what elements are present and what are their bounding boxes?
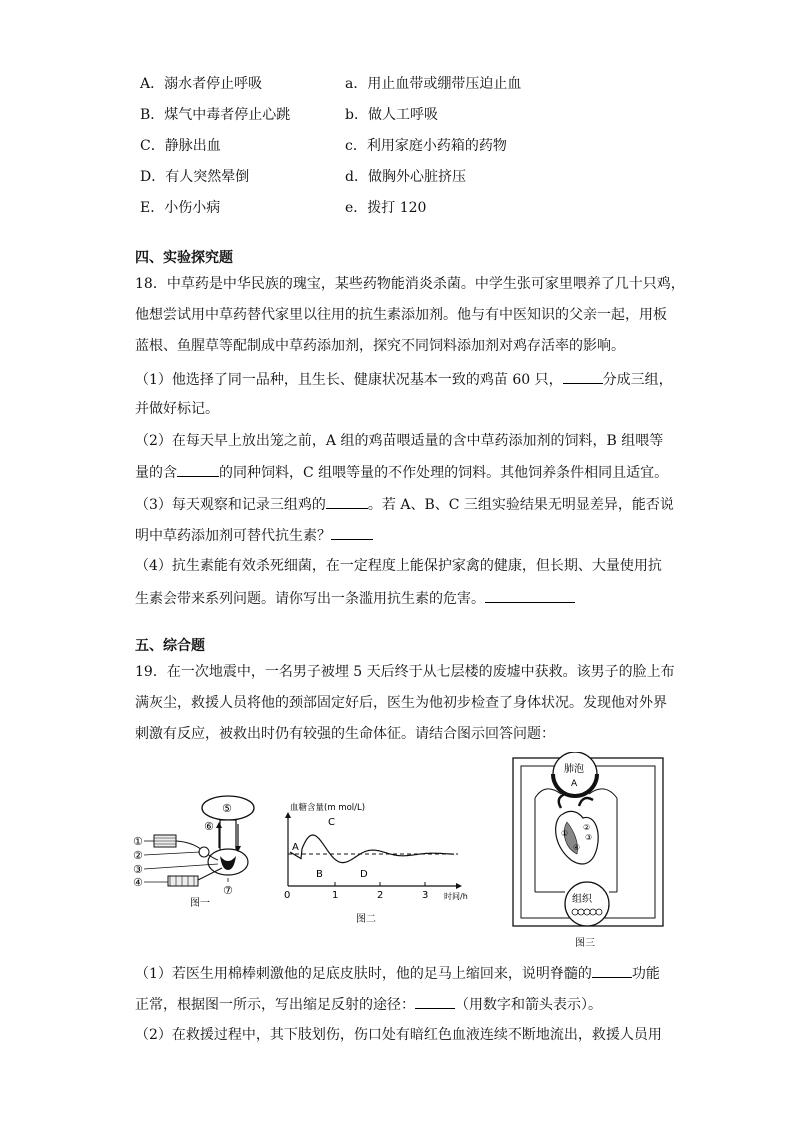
q18-part3-text: 明中草药添加剂可替代抗生素？: [135, 528, 331, 544]
q19-text: 满灰尘，救援人员将他的颈部固定好后，医生为他初步检查了身体状况。发现他对外界: [135, 695, 667, 711]
match-right-item: b．做人工呼吸: [345, 107, 438, 123]
fig1-label: ⑦: [223, 884, 233, 897]
match-left-item: A．溺水者停止呼吸: [140, 76, 263, 92]
q18-part1: [135, 368, 673, 390]
match-right-item: a．用止血带或绷带压迫止血: [345, 76, 522, 92]
q19-part1: [135, 962, 660, 984]
q18-text: 18．中草药是中华民族的瑰宝，某些药物能消炎杀菌。中学生张可家里喂养了几十只鸡，: [135, 276, 685, 292]
answer-blank[interactable]: [592, 962, 632, 978]
fig3-label: 组织: [572, 894, 592, 905]
fig3-label: ①: [561, 829, 569, 838]
fig3-label: ③: [585, 833, 593, 842]
q18-text: （4）抗生素能有效杀死细菌，在一定程度上能保护家禽的健康，但长期、大量使用抗: [135, 558, 662, 574]
match-left-item: C．静脉出血: [140, 138, 221, 154]
q18-text: 他想尝试用中草药替代家里以往用的抗生素添加剂。他与有中医知识的父亲一起，用板: [135, 307, 667, 323]
fig2-xlabel: 时间/h: [444, 892, 468, 901]
q18-part3: [135, 493, 674, 515]
q19-text: 19．在一次地震中，一名男子被埋 5 天后终于从七层楼的废墟中获救。该男子的脸上布: [135, 664, 675, 680]
fig2-ylabel: 血糖含量(m mol/L): [290, 803, 366, 813]
figure-circulation: [505, 752, 669, 950]
q19-text: 刺激有反应，被救出时仍有较强的生命体征。请结合图示回答问题：: [135, 726, 555, 742]
fig2-point: A: [292, 842, 299, 853]
section-title: 四、实验探究题: [135, 250, 233, 266]
fig1-label: ①: [133, 835, 143, 848]
answer-blank[interactable]: [326, 493, 368, 509]
q18-part3-text: （3）每天观察和记录三组鸡的: [135, 497, 326, 513]
fig2-point: D: [360, 869, 368, 880]
figure-reflex-arc: [132, 790, 270, 908]
fig1-caption: 图一: [190, 898, 210, 908]
match-left-item: B．煤气中毒者停止心跳: [140, 107, 291, 123]
q19-part1b: [135, 993, 602, 1015]
q18-part2-text: 的同种饲料，C 组喂等量的不作处理的饲料。其他饲养条件相同且适宜。: [219, 465, 669, 481]
q19-text: （2）在救援过程中，其下肢划伤，伤口处有暗红色血液连续不断地流出，救援人员用: [135, 1027, 662, 1043]
answer-blank[interactable]: [177, 461, 219, 477]
q18-part2: [135, 461, 668, 483]
q18-part4: [135, 587, 575, 609]
fig3-label: ②: [583, 823, 591, 832]
fig1-label: ②: [133, 849, 143, 862]
fig2-tick: 2: [377, 890, 384, 901]
match-right-item: c．利用家庭小药箱的药物: [345, 138, 507, 154]
q18-text: （2）在每天早上放出笼之前，A 组的鸡苗喂适量的含中草药添加剂的饲料，B 组喂等: [135, 433, 664, 449]
q18-part1-text: （1）他选择了同一品种，且生长、健康状况基本一致的鸡苗 60 只，: [135, 372, 563, 388]
match-right-item: d．做胸外心脏挤压: [345, 169, 466, 185]
q19-part1-text: 正常，根据图一所示，写出缩足反射的途径：: [135, 997, 415, 1013]
answer-blank[interactable]: [415, 993, 455, 1009]
fig1-label: ④: [133, 876, 143, 889]
q19-part1-text: （1）若医生用棉棒刺激他的足底皮肤时，他的足马上缩回来，说明脊髓的: [135, 966, 592, 982]
match-right-item: e．拨打 120: [345, 200, 427, 216]
q19-part1-text: （用数字和箭头表示）。: [455, 997, 602, 1013]
answer-blank[interactable]: [485, 587, 575, 603]
fig2-tick: 0: [284, 890, 291, 901]
fig3-label: 肺泡: [564, 764, 584, 775]
answer-blank[interactable]: [563, 368, 603, 384]
answer-blank[interactable]: [331, 524, 373, 540]
q18-text: 并做好标记。: [135, 401, 219, 417]
q18-part3b: [135, 524, 373, 546]
fig2-point: B: [316, 869, 323, 880]
fig1-label: ⑤: [222, 802, 232, 815]
section-title: 五、综合题: [135, 638, 205, 654]
match-left-item: E．小伤小病: [140, 200, 221, 216]
fig2-caption: 图二: [356, 914, 376, 925]
fig2-tick: 1: [332, 890, 339, 901]
fig2-point: C: [328, 817, 335, 828]
figure-blood-glucose: [278, 798, 474, 930]
q18-part3-text: 。若 A、B、C 三组实验结果无明显差异，能否说: [367, 497, 674, 513]
fig1-label: ⑥: [204, 820, 214, 833]
q18-part2-text: 量的含: [135, 465, 177, 481]
match-left-item: D．有人突然晕倒: [140, 169, 250, 185]
glucose-curve: [290, 835, 454, 863]
fig3-label: A: [571, 779, 578, 789]
fig3-label: ④: [573, 843, 581, 852]
fig2-tick: 3: [422, 890, 429, 901]
q18-part4-text: 生素会带来系列问题。请你写出一条滥用抗生素的危害。: [135, 591, 485, 607]
q18-text: 蓝根、鱼腥草等配制成中草药添加剂，探究不同饲料添加剂对鸡存活率的影响。: [135, 338, 625, 354]
fig1-label: ③: [133, 863, 143, 876]
fig3-caption: 图三: [575, 938, 595, 949]
q19-part1-text: 功能: [631, 966, 660, 982]
q18-part1-text: 分成三组，: [602, 372, 673, 388]
